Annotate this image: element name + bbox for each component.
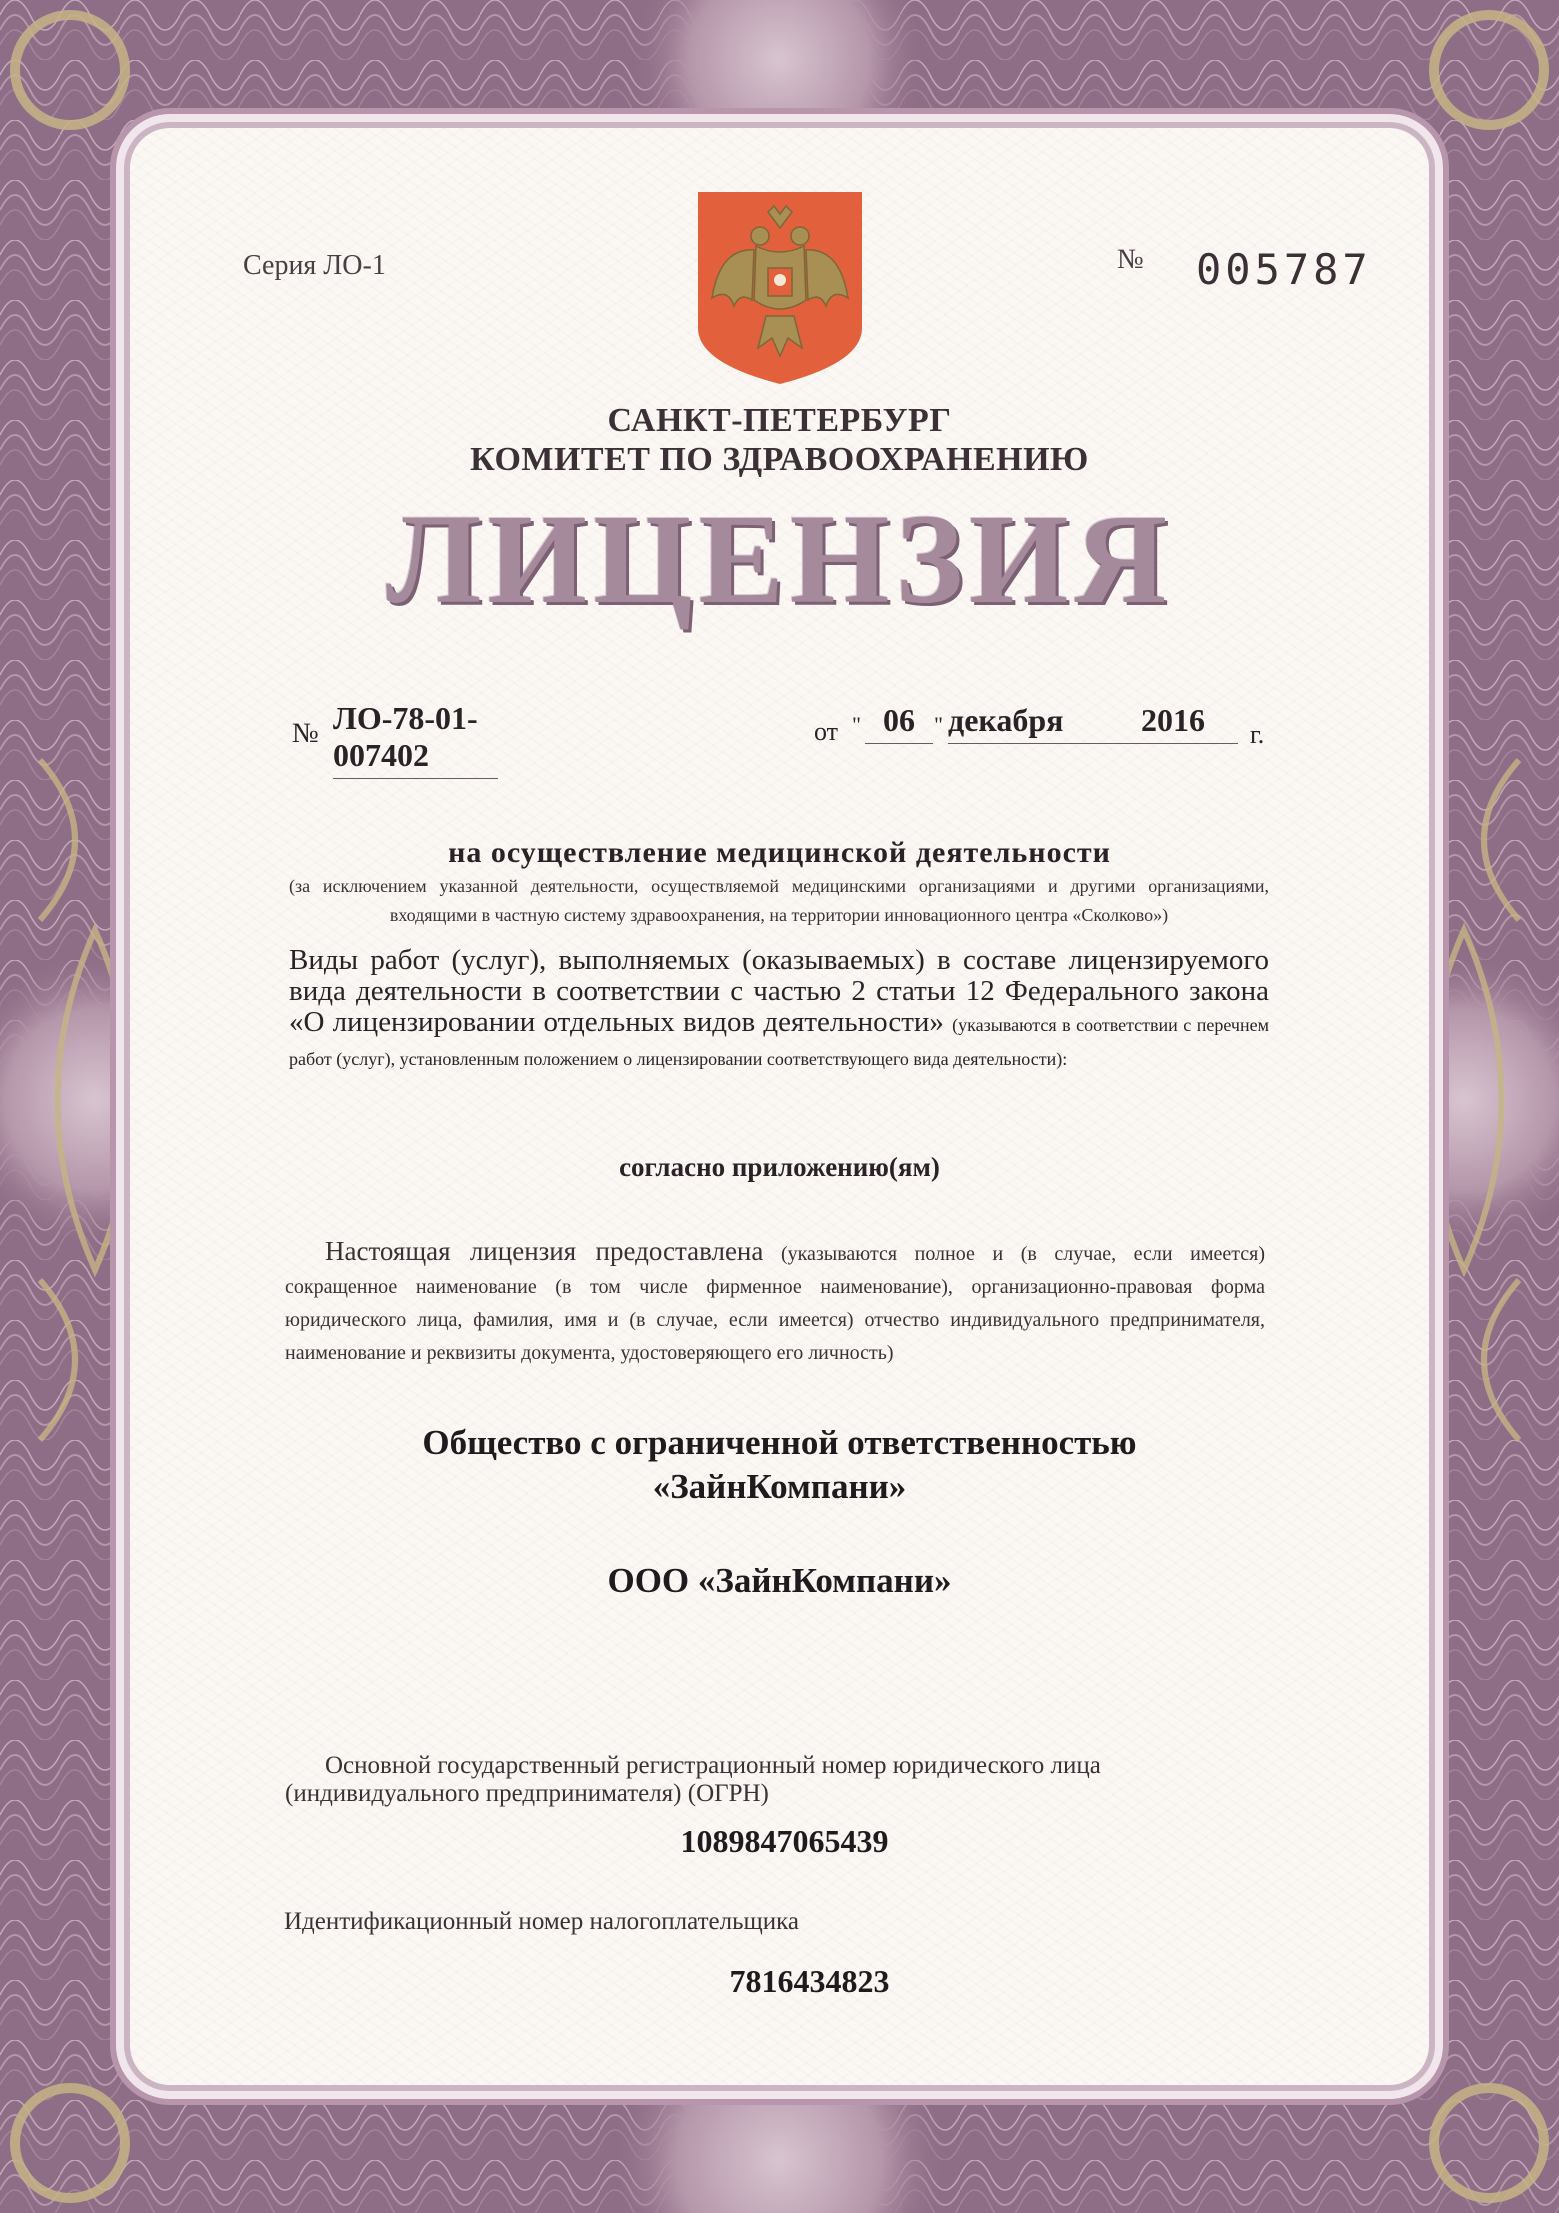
- per-appendix: согласно приложению(ям): [619, 1152, 940, 1182]
- inn-value: 7816434823: [729, 1963, 890, 1999]
- granted-main: Настоящая лицензия предоставлена: [325, 1236, 764, 1266]
- organization-short-name: ООО «ЗайнКомпани»: [607, 1561, 952, 1600]
- organization-full-line2: «ЗайнКомпани»: [652, 1467, 907, 1506]
- ogrn-label-line2: (индивидуального предпринимателя) (ОГРН): [285, 1780, 769, 1807]
- granted-note: (указываются полное и (в случае, если имеется) сокращенное наименование (в том числе фирменное наименование), организационно-правовая форма юридического лица, фамилия, имя и (в случае, если имеется) отчество индивидуального предпринимателя, наименование и реквизиты документа, удостоверяющего его личность): [285, 1243, 1265, 1364]
- works-paragraph: [289, 945, 1269, 1075]
- granted-paragraph: [285, 1235, 1265, 1370]
- ogrn-label-line1: Основной государственный регистрационный номер юридического лица: [325, 1752, 1101, 1779]
- works-note: (указываются в соответствии с перечнем работ (услуг), установленным положением о лицензировании соответствующего вида деятельности):: [289, 1015, 1269, 1069]
- works-main: Виды работ (услуг), выполняемых (оказываемых) в составе лицензируемого вида деятельности в соответствии с частью 2 статьи 12 Федерального закона «О лицензировании отдельных видов деятельности»: [289, 944, 1269, 1038]
- russian-coat-of-arms-icon: [694, 188, 866, 386]
- license-date-year: 2016: [1141, 702, 1205, 738]
- inn-label: Идентификационный номер налогоплательщика: [284, 1908, 800, 1935]
- organization-full-name: [0, 1421, 1559, 1509]
- authority-city: САНКТ-ПЕТЕРБУРГ: [607, 402, 952, 439]
- ogrn-label: [285, 1752, 1265, 1808]
- date-quote-close: ": [934, 712, 943, 737]
- activity-note: (за исключением указанной деятельности, осуществляемой медицинскими организациями и другими организациями, входящими в частную систему здравоохранения, на территории инновационного центра «Сколково»): [289, 876, 1269, 925]
- license-date-day: 06: [865, 702, 933, 744]
- blank-number: 005787: [1196, 245, 1372, 294]
- date-ot-label: от: [814, 717, 839, 746]
- authority-committee: КОМИТЕТ ПО ЗДРАВООХРАНЕНИЮ: [470, 441, 1089, 478]
- license-date-month: декабря: [948, 702, 1064, 738]
- date-year-suffix: г.: [1250, 720, 1265, 749]
- blank-number-sign: №: [1117, 244, 1144, 275]
- document-title: ЛИЦЕНЗИЯ: [386, 488, 1173, 630]
- license-number: ЛО-78-01-007402: [333, 700, 498, 779]
- ogrn-value: 1089847065439: [680, 1823, 889, 1859]
- blank-series: Серия ЛО-1: [243, 250, 386, 281]
- organization-full-line1: Общество с ограниченной ответственностью: [422, 1423, 1137, 1462]
- activity-title: на осуществление медицинской деятельности: [448, 836, 1111, 869]
- date-quote-open: ": [852, 712, 861, 737]
- license-number-prefix: №: [292, 718, 319, 749]
- license-date-month-year: [948, 702, 1238, 744]
